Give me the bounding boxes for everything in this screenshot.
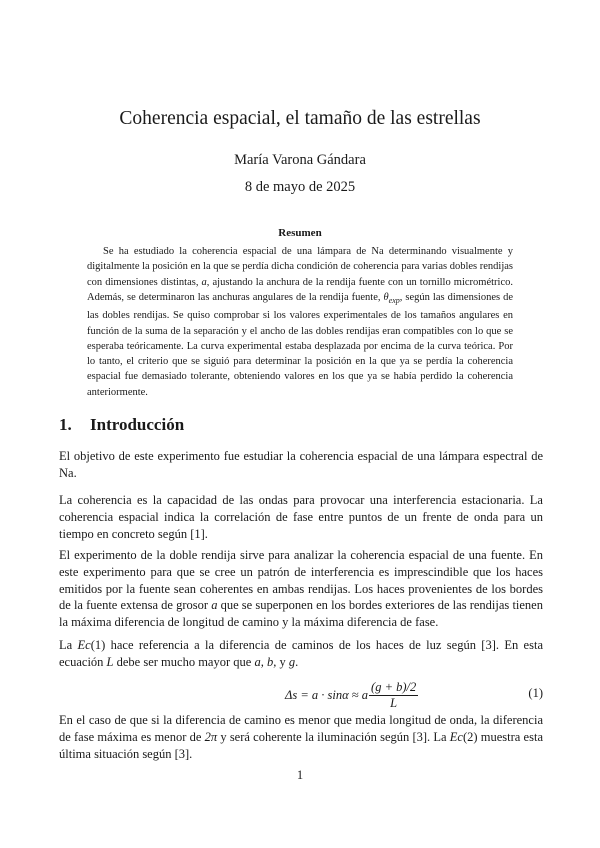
equation-ref-ec: Ec xyxy=(449,729,463,744)
paragraph-2: La coherencia es la capacidad de las ondas para provocar una interferencia estacionaria. La coherencia espacial indica la correlación de fase entre puntos de un frente de onda para un tiempo en concreto según [1]. xyxy=(59,493,543,541)
paper-date: 8 de mayo de 2025 xyxy=(244,179,356,195)
paragraph-text-part: hace referencia a la diferencia de caminos de los haces de luz según [3]. En esta ecuación xyxy=(59,638,543,669)
theta-subscript: exp xyxy=(388,295,400,305)
two-pi: 2π xyxy=(204,729,218,744)
paragraph-3 xyxy=(59,547,543,631)
paragraph-text-part: que se superponen en los bordes exteriores de las rendijas tienen la máxima diferencia de longitud de camino y la máxima diferencia de fase. xyxy=(59,598,543,630)
theta-symbol: θ xyxy=(383,291,389,303)
abstract-variable-theta xyxy=(384,292,400,303)
section-number: 1. xyxy=(59,415,72,434)
fraction-numerator: (g + b)/2 xyxy=(371,679,417,694)
paragraph-1: El objetivo de este experimento fue estudiar la coherencia espacial de una lámpara espectral de Na. xyxy=(59,449,543,480)
paragraph-5 xyxy=(59,712,543,762)
equation-ref-ec: Ec xyxy=(77,638,91,652)
section-title: Introducción xyxy=(90,415,185,434)
abstract-heading: Resumen xyxy=(278,227,322,239)
paragraph-text-part: . xyxy=(295,654,299,669)
variables-a-b: a, b, xyxy=(254,654,277,669)
paragraph-text-part: debe ser mucho mayor que xyxy=(113,654,255,669)
abstract-variable-a: a xyxy=(201,276,207,288)
section-heading xyxy=(59,415,184,435)
paragraph-text-part: y xyxy=(276,654,289,669)
page-number: 1 xyxy=(296,768,304,782)
paragraph-text-part: La xyxy=(59,638,78,652)
author-name: María Varona Gándara xyxy=(234,152,366,168)
equation-ref-number: (2) xyxy=(462,729,478,744)
abstract-text xyxy=(87,244,513,400)
variable-a: a xyxy=(211,598,218,613)
paragraph-text-part: y será coherente la iluminación según [3]. La xyxy=(217,729,450,744)
equation-fraction xyxy=(369,680,418,711)
abstract-text-part: , según las dimensiones de las dobles rendijas. Se quiso comprobar si los valores experimentales de los tamaños angulares en función de la suma de la separación y el ancho de las dobles rendijas eran compatibles con lo que se esperaba teóricamente. La curva experimental estaba desplazada por encima de la curva teórica. Por lo tanto, el criterio que se siguió para determinar la posición en la que ya se perdía la coherencia espacial fue demasiado tolerante, obteniendo valores en los que ya se había perdido la coherencia anteriormente. xyxy=(87,291,513,398)
paper-title: Coherencia espacial, el tamaño de las estrellas xyxy=(119,108,481,129)
paragraph-text-part: El experimento de la doble rendija sirve para analizar la coherencia espacial de una fuente. En este experimento para que se cree un patrón de interferencia es imprescindible que los haces emitidos por la fuente sean coherentes en ambas rendijas. Los haces provenientes de los bordes de la fuente extensa de grosor xyxy=(59,548,543,613)
abstract-text-part: Se ha estudiado la coherencia espacial de una lámpara de Na determinando visualmente y digitalmente la posición en la que se perdía dicha condición de coherencia para varias dobles rendijas con dimensiones distintas, xyxy=(87,246,513,288)
fraction-denominator: L xyxy=(390,695,398,710)
abstract-text-part: , ajustando la anchura de la rendija fuente con un tornillo micrométrico. Además, se determinaron las anchuras angulares de la rendija fuente, xyxy=(87,276,513,303)
paragraph-4 xyxy=(59,637,543,671)
equation-formula xyxy=(285,676,418,714)
paragraph-text-part: En el caso de que si la diferencia de camino es menor que media longitud de onda, la diferencia de fase máxima es menor de xyxy=(59,713,543,744)
equation-1 xyxy=(59,676,543,714)
equation-ref-number: (1) xyxy=(90,638,106,652)
equation-number: (1) xyxy=(528,686,543,700)
variable-g: g xyxy=(288,654,296,669)
variable-L: L xyxy=(106,654,114,669)
paragraph-text-part: muestra esta última situación según [3]. xyxy=(59,729,543,761)
equation-lhs: Δs = a · sinα ≈ a xyxy=(285,687,369,702)
